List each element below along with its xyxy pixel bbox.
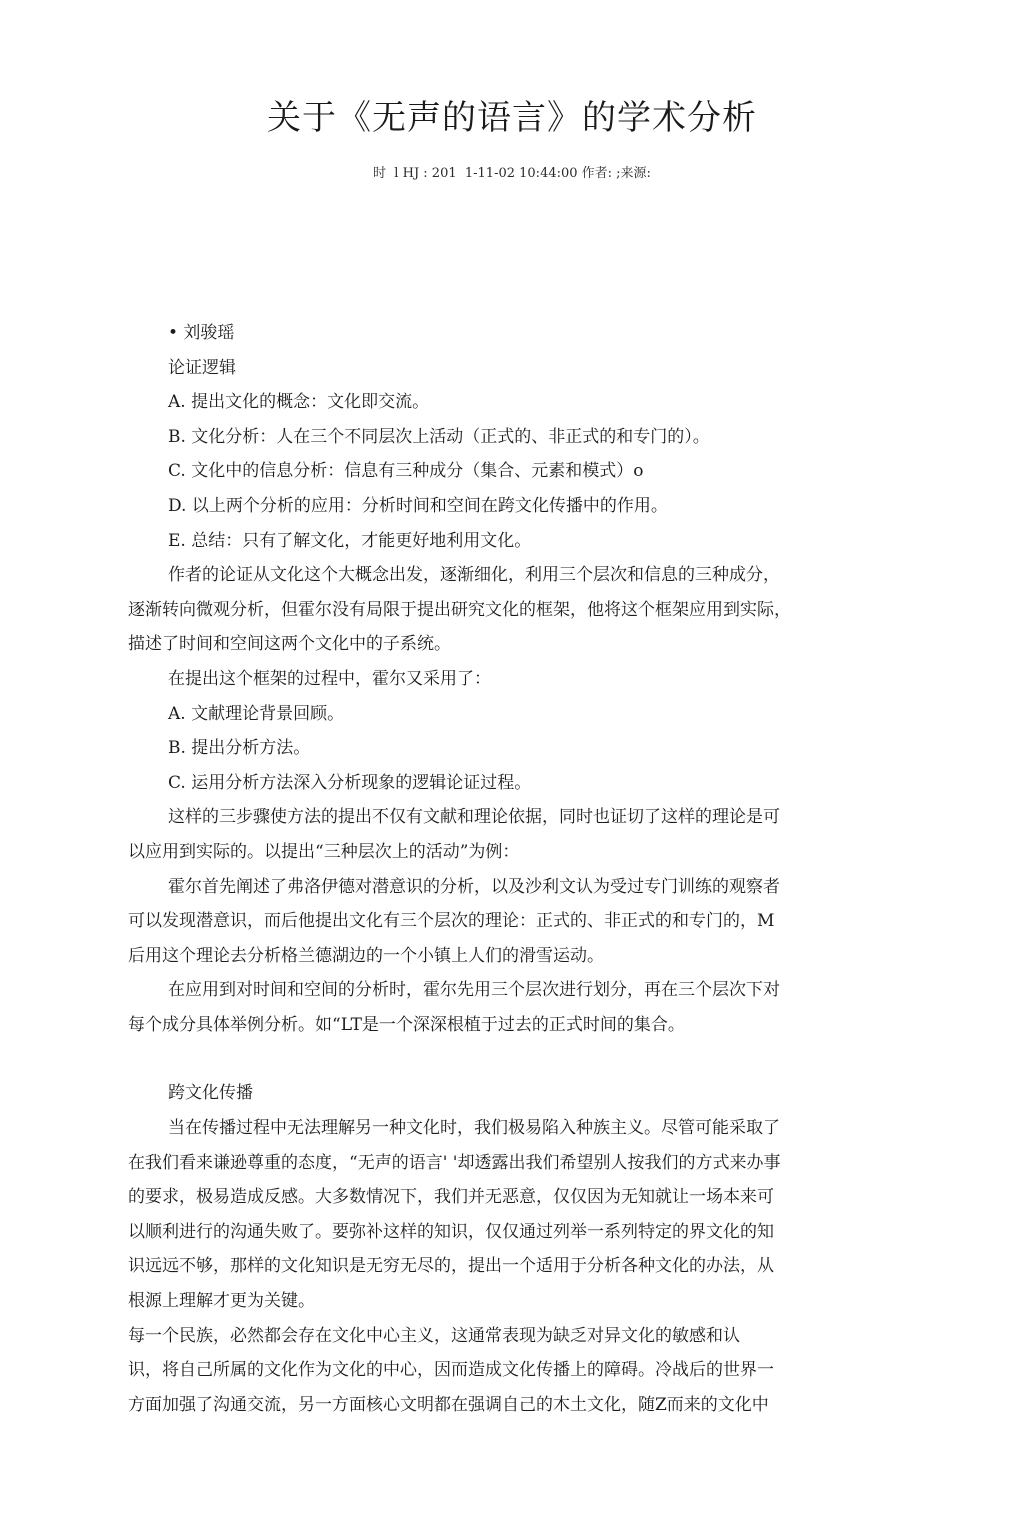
body-paragraph: 根源上理解才更为关键。 xyxy=(128,1291,315,1312)
document-meta: 时 l HJ : 201 1-11-02 10:44:00 作者: ;来源: xyxy=(373,166,651,181)
body-paragraph: E. 总结：只有了解文化，才能更好地利用文化。 xyxy=(168,530,532,551)
document-title: 关于《无声的语言》的学术分析 xyxy=(267,98,757,138)
body-paragraph: 识，将自己所属的文化作为文化的中心，因而造成文化传播上的障碍。冷战后的世界一 xyxy=(128,1360,774,1381)
body-paragraph: 在应用到对时间和空间的分析时，霍尔先用三个层次进行划分，再在三个层次下对 xyxy=(168,980,780,1001)
body-paragraph: 逐渐转向微观分析，但霍尔没有局限于提出研究文化的框架，他将这个框架应用到实际， xyxy=(128,599,791,620)
body-paragraph: C. 文化中的信息分析：信息有三种成分（集合、元素和模式）o xyxy=(168,461,644,482)
body-paragraph: D. 以上两个分析的应用：分析时间和空间在跨文化传播中的作用。 xyxy=(168,495,668,516)
body-paragraph: 识远远不够，那样的文化知识是无穷无尽的，提出一个适用于分析各种文化的办法，从 xyxy=(128,1256,774,1277)
body-paragraph: A. 提出文化的概念：文化即交流。 xyxy=(168,392,430,413)
body-paragraph: • 刘骏瑶 xyxy=(168,323,235,343)
body-paragraph: 在我们看来谦逊尊重的态度，“无声的语言' '却透露出我们希望别人按我们的方式来办事 xyxy=(128,1152,781,1173)
body-paragraph: 作者的论证从文化这个大概念出发，逐渐细化，利用三个层次和信息的三种成分， xyxy=(168,565,780,586)
body-paragraph: 在提出这个框架的过程中，霍尔又采用了： xyxy=(168,668,491,689)
body-paragraph: 描述了时间和空间这两个文化中的子系统。 xyxy=(128,634,451,655)
body-paragraph: A. 文献理论背景回顾。 xyxy=(168,703,345,724)
document-body xyxy=(128,316,840,1422)
body-paragraph: 可以发现潜意识，而后他提出文化有三个层次的理论：正式的、非正式的和专门的，M xyxy=(128,911,775,932)
body-paragraph: 霍尔首先阐述了弗洛伊德对潜意识的分析，以及沙利文认为受过专门训练的观察者 xyxy=(168,876,780,897)
body-paragraph: 当在传播过程中无法理解另一种文化时，我们极易陷入种族主义。尽管可能采取了 xyxy=(168,1118,780,1139)
body-paragraph: 以应用到实际的。以提出“三种层次上的活动”为例： xyxy=(128,841,520,862)
body-paragraph: 这样的三步骤使方法的提出不仅有文献和理论依据，同时也证切了这样的理论是可 xyxy=(168,807,780,828)
body-paragraph: 后用这个理论去分析格兰德湖边的一个小镇上人们的滑雪运动。 xyxy=(128,945,604,966)
body-paragraph: 方面加强了沟通交流，另一方面核心文明都在强调自己的木土文化，随Z而来的文化中 xyxy=(128,1394,769,1415)
body-paragraph: 论证逻辑 xyxy=(168,357,236,378)
body-paragraph: B. 文化分析：人在三个不同层次上活动（正式的、非正式的和专门的）。 xyxy=(168,426,710,447)
body-paragraph: 以顺利进行的沟通失败了。要弥补这样的知识，仅仅通过列举一系列特定的界文化的知 xyxy=(128,1221,774,1242)
body-paragraph: 每个成分具体举例分析。如“LT是一个深深根植于过去的正式时间的集合。 xyxy=(128,1014,685,1035)
blank-line xyxy=(128,1042,840,1076)
body-paragraph: 的要求，极易造成反感。大多数情况下，我们并无恶意，仅仅因为无知就让一场本来可 xyxy=(128,1187,774,1208)
body-paragraph: B. 提出分析方法。 xyxy=(168,738,311,759)
body-paragraph: 每一个民族，必然都会存在文化中心主义，这通常表现为缺乏对异文化的敏感和认 xyxy=(128,1325,740,1346)
body-paragraph: 跨文化传播 xyxy=(168,1083,253,1104)
body-paragraph: C. 运用分析方法深入分析现象的逻辑论证过程。 xyxy=(168,772,532,793)
